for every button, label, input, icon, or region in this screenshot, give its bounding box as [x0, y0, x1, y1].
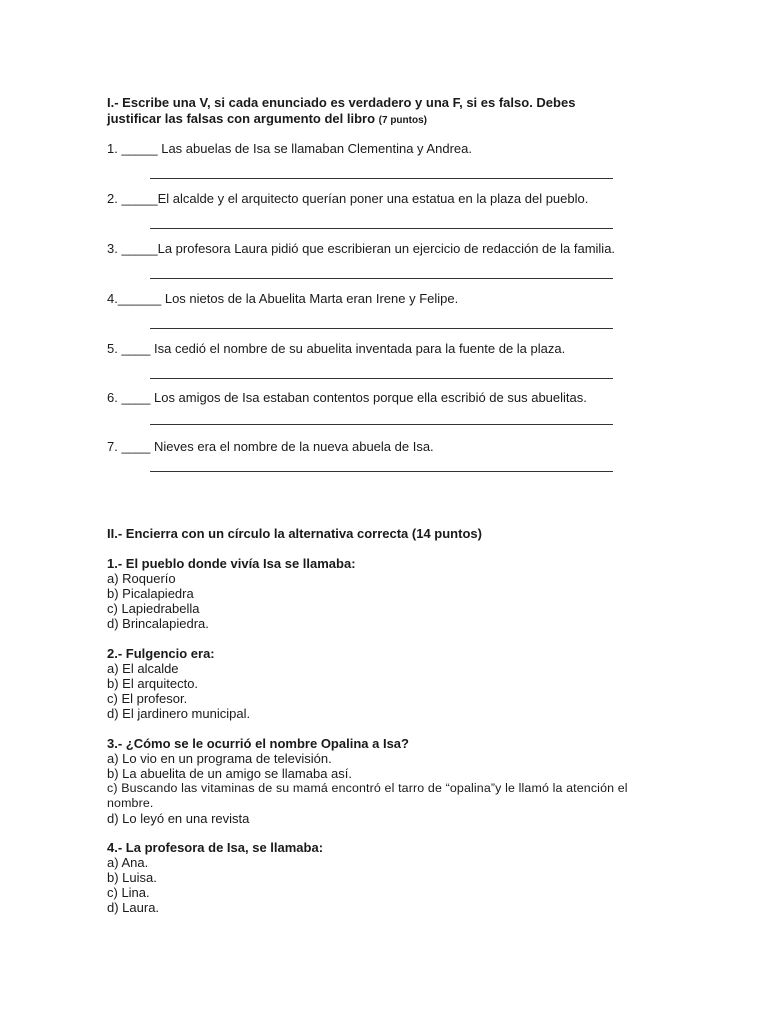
section1-heading-line2-text: justificar las falsas con argumento del libro: [107, 111, 376, 126]
section1-heading: [107, 95, 575, 129]
answer-line-1[interactable]: [150, 178, 613, 179]
answer-line-6[interactable]: [150, 424, 613, 425]
mc-question-2: [107, 646, 250, 721]
answer-line-7[interactable]: [150, 471, 613, 472]
mc-option-a[interactable]: a) Lo vio en un programa de televisión.: [107, 751, 332, 766]
mc-option-b[interactable]: b) El arquitecto.: [107, 676, 199, 691]
mc-question-4: [107, 840, 323, 915]
mc-option-c[interactable]: c) Buscando las vitaminas de su mamá encontró el tarro de “opalina”y le llamó la atención el nombre.: [107, 781, 628, 810]
tf-item-2: 2. _____El alcalde y el arquitecto querían poner una estatua en la plaza del pueblo.: [107, 191, 589, 206]
section2-heading: II.- Encierra con un círculo la alternativa correcta (14 puntos): [107, 526, 482, 541]
mc-option-d[interactable]: d) El jardinero municipal.: [107, 706, 251, 721]
mc-option-b[interactable]: b) Luisa.: [107, 870, 157, 885]
mc-option-d[interactable]: d) Brincalapiedra.: [107, 616, 209, 631]
mc-option-c[interactable]: c) El profesor.: [107, 691, 188, 706]
tf-item-6: 6. ____ Los amigos de Isa estaban contentos porque ella escribió de sus abuelitas.: [107, 390, 587, 405]
tf-item-5: 5. ____ Isa cedió el nombre de su abuelita inventada para la fuente de la plaza.: [107, 341, 566, 356]
mc-question-text: 1.- El pueblo donde vivía Isa se llamaba:: [107, 556, 356, 571]
mc-option-d[interactable]: d) Lo leyó en una revista: [107, 811, 250, 826]
mc-option-b[interactable]: b) Picalapiedra: [107, 586, 194, 601]
tf-item-7: 7. ____ Nieves era el nombre de la nueva abuela de Isa.: [107, 439, 434, 454]
section1-points: (7 puntos): [378, 115, 427, 126]
mc-question-text: 2.- Fulgencio era:: [107, 646, 215, 661]
tf-item-3: 3. _____La profesora Laura pidió que escribieran un ejercicio de redacción de la familia.: [107, 241, 616, 256]
mc-option-b[interactable]: b) La abuelita de un amigo se llamaba así.: [107, 766, 352, 781]
mc-question-1: [107, 556, 356, 631]
mc-option-a[interactable]: a) Ana.: [107, 855, 149, 870]
mc-option-a[interactable]: a) El alcalde: [107, 661, 179, 676]
answer-line-5[interactable]: [150, 378, 613, 379]
mc-option-c[interactable]: c) Lapiedrabella: [107, 601, 200, 616]
answer-line-2[interactable]: [150, 228, 613, 229]
answer-line-3[interactable]: [150, 278, 613, 279]
tf-item-1: 1. _____ Las abuelas de Isa se llamaban Clementina y Andrea.: [107, 141, 472, 156]
section1-heading-line2: [107, 111, 575, 129]
mc-option-a[interactable]: a) Roquerío: [107, 571, 176, 586]
section1-heading-line1: I.- Escribe una V, si cada enunciado es verdadero y una F, si es falso. Debes: [107, 95, 576, 110]
mc-option-d[interactable]: d) Laura.: [107, 900, 160, 915]
mc-question-text: 3.- ¿Cómo se le ocurrió el nombre Opalina a Isa?: [107, 736, 409, 751]
tf-item-4: 4.______ Los nietos de la Abuelita Marta eran Irene y Felipe.: [107, 291, 459, 306]
answer-line-4[interactable]: [150, 328, 613, 329]
mc-question-text: 4.- La profesora de Isa, se llamaba:: [107, 840, 324, 855]
mc-question-3: [107, 736, 667, 826]
mc-option-c[interactable]: c) Lina.: [107, 885, 150, 900]
